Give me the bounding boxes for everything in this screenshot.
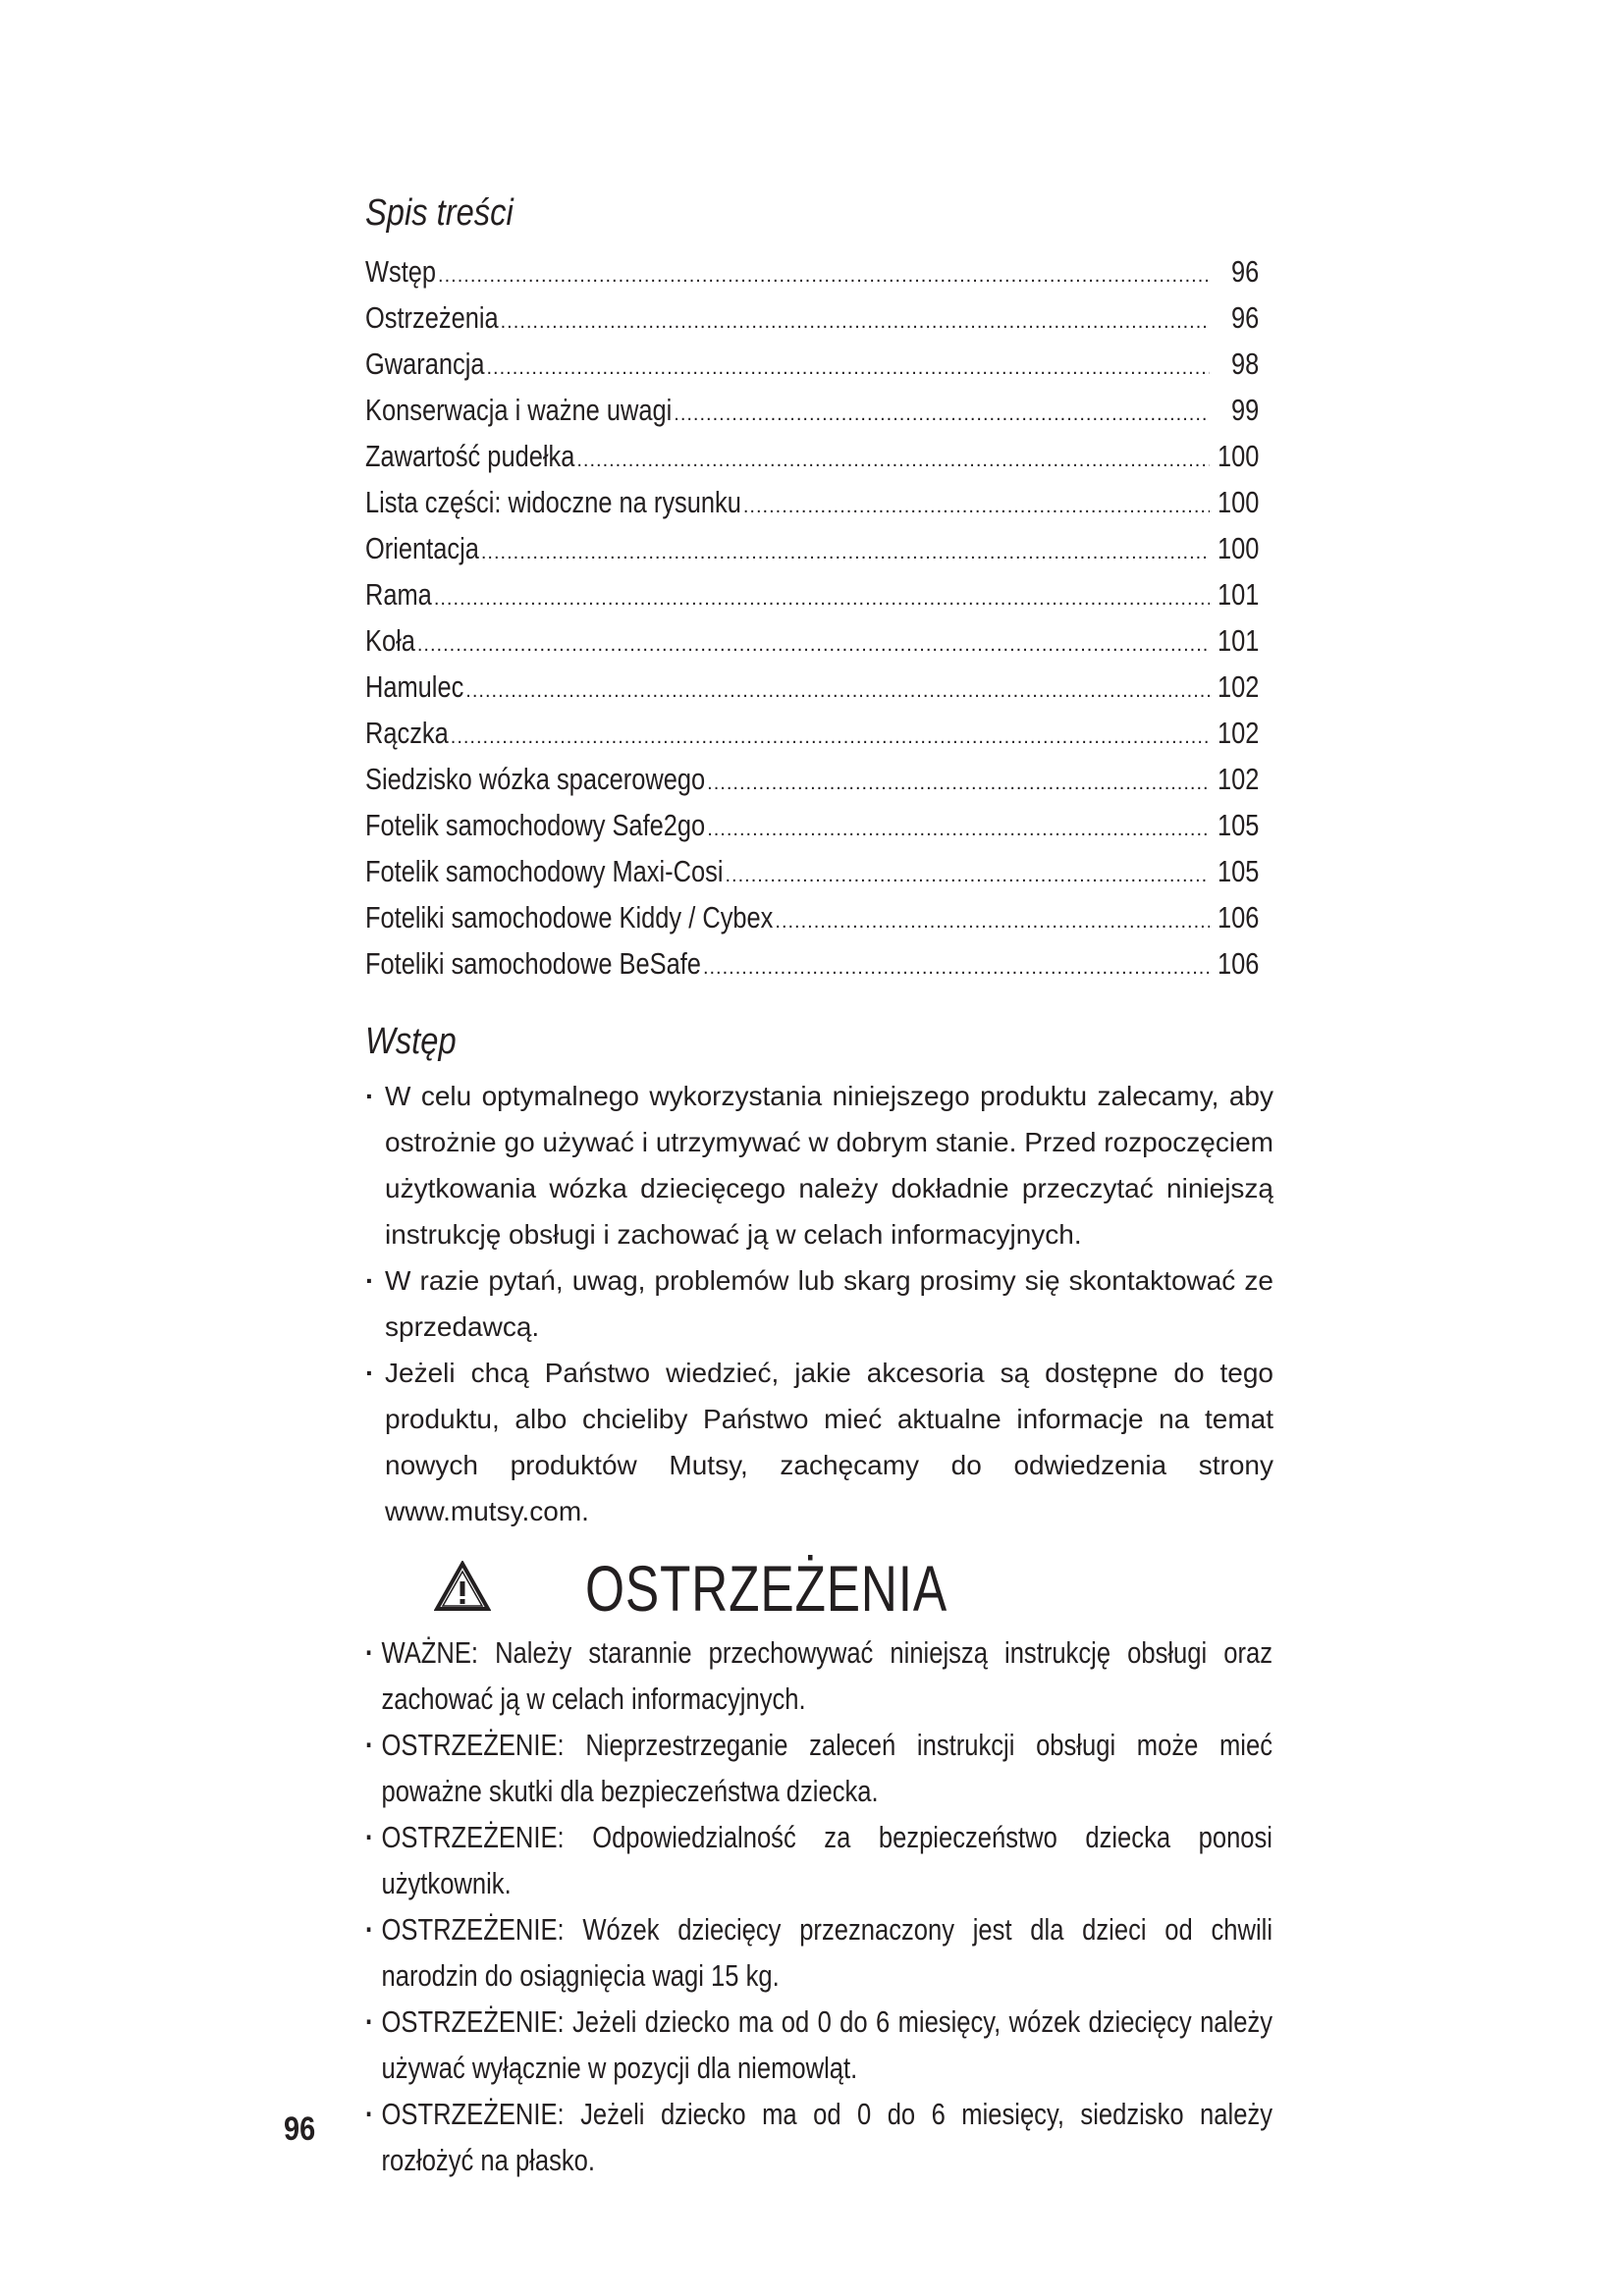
toc-entry-page: 100 bbox=[1218, 439, 1260, 473]
toc-title: Spis treści bbox=[365, 192, 514, 234]
toc-leader-dots bbox=[775, 899, 1210, 945]
intro-item: · Jeżeli chcą Państwo wiedzieć, jakie akcesoria są dostępne do tego produktu, albo chcieliby Państwo mieć aktualne informacje na temat nowych produktów Mutsy, zachęcamy do odwiedzenia strony www.mutsy.com. bbox=[365, 1350, 1273, 1534]
toc-entry-page: 101 bbox=[1218, 577, 1260, 612]
toc-entry-page: 101 bbox=[1218, 623, 1260, 658]
toc-entry-label: Hamulec bbox=[365, 669, 464, 704]
toc-leader-dots bbox=[417, 622, 1210, 668]
toc-entry[interactable] bbox=[365, 617, 1265, 664]
toc-entry-label: Fotelik samochodowy Maxi-Cosi bbox=[365, 854, 724, 888]
toc-entry-page: 102 bbox=[1218, 762, 1260, 796]
toc-entry[interactable] bbox=[365, 664, 1265, 710]
toc-entry-label: Lista części: widoczne na rysunku bbox=[365, 485, 741, 519]
toc-entry[interactable] bbox=[365, 894, 1265, 940]
toc-entry[interactable] bbox=[365, 848, 1265, 894]
toc-entry-page: 105 bbox=[1218, 808, 1260, 842]
toc-entry-page: 105 bbox=[1218, 854, 1260, 888]
toc-entry[interactable] bbox=[365, 940, 1265, 987]
toc-entry-label: Foteliki samochodowe BeSafe bbox=[365, 946, 701, 981]
toc-leader-dots bbox=[725, 853, 1210, 899]
toc-entry-label: Ostrzeżenia bbox=[365, 300, 499, 335]
toc-entry[interactable] bbox=[365, 710, 1265, 756]
toc-entry[interactable] bbox=[365, 525, 1265, 571]
toc-entry-label: Wstęp bbox=[365, 254, 437, 289]
toc-leader-dots bbox=[707, 807, 1210, 853]
toc-leader-dots bbox=[703, 945, 1210, 991]
table-of-contents bbox=[365, 248, 1265, 987]
page-number: 96 bbox=[284, 2110, 316, 2148]
toc-leader-dots bbox=[707, 761, 1210, 807]
toc-entry-page: 102 bbox=[1218, 669, 1260, 704]
warning-item: · OSTRZEŻENIE: Nieprzestrzeganie zaleceń instrukcji obsługi może mieć poważne skutki dla bezpieczeństwa dziecka. bbox=[365, 1722, 1272, 1814]
intro-title: Wstęp bbox=[365, 1021, 457, 1062]
warnings-title: OSTRZEŻENIA bbox=[585, 1552, 947, 1625]
toc-entry[interactable] bbox=[365, 802, 1265, 848]
warning-triangle-icon bbox=[434, 1561, 491, 1617]
toc-entry[interactable] bbox=[365, 479, 1265, 525]
warning-item: · WAŻNE: Należy starannie przechowywać niniejszą instrukcję obsługi oraz zachować ją w celach informacyjnych. bbox=[365, 1629, 1272, 1722]
warning-item: · OSTRZEŻENIE: Odpowiedzialność za bezpieczeństwo dziecka ponosi użytkownik. bbox=[365, 1814, 1272, 1906]
toc-leader-dots bbox=[438, 253, 1210, 299]
toc-leader-dots bbox=[451, 715, 1210, 761]
toc-entry-page: 96 bbox=[1230, 254, 1259, 289]
warning-item: · OSTRZEŻENIE: Jeżeli dziecko ma od 0 do 6 miesięcy, siedzisko należy rozłożyć na płasko. bbox=[365, 2091, 1272, 2183]
toc-entry-page: 100 bbox=[1218, 485, 1260, 519]
toc-entry[interactable] bbox=[365, 387, 1265, 433]
toc-entry-label: Gwarancja bbox=[365, 347, 485, 381]
toc-entry-page: 100 bbox=[1218, 531, 1260, 565]
toc-leader-dots bbox=[674, 392, 1210, 438]
intro-item: · W razie pytań, uwag, problemów lub skarg prosimy się skontaktować ze sprzedawcą. bbox=[365, 1257, 1273, 1350]
toc-entry-label: Foteliki samochodowe Kiddy / Cybex bbox=[365, 900, 774, 934]
toc-entry[interactable] bbox=[365, 756, 1265, 802]
toc-entry[interactable] bbox=[365, 248, 1265, 294]
toc-leader-dots bbox=[487, 346, 1211, 392]
toc-entry-page: 99 bbox=[1230, 393, 1259, 427]
intro-list bbox=[365, 1073, 1273, 1534]
toc-leader-dots bbox=[501, 299, 1210, 346]
warnings-header bbox=[434, 1549, 1050, 1628]
toc-leader-dots bbox=[481, 530, 1210, 576]
toc-entry-label: Koła bbox=[365, 623, 415, 658]
toc-leader-dots bbox=[465, 668, 1210, 715]
toc-entry-label: Orientacja bbox=[365, 531, 479, 565]
warning-item: · OSTRZEŻENIE: Jeżeli dziecko ma od 0 do 6 miesięcy, wózek dziecięcy należy używać wyłącznie w pozycji dla niemowląt. bbox=[365, 1999, 1272, 2091]
toc-entry-label: Rączka bbox=[365, 716, 449, 750]
toc-entry-label: Konserwacja i ważne uwagi bbox=[365, 393, 673, 427]
toc-entry-label: Zawartość pudełka bbox=[365, 439, 575, 473]
toc-leader-dots bbox=[576, 438, 1210, 484]
intro-item: · W celu optymalnego wykorzystania niniejszego produktu zalecamy, aby ostrożnie go używać i utrzymywać w dobrym stanie. Przed rozpoczęciem użytkowania wózka dziecięcego należy dokładnie przeczytać niniejszą instrukcję obsługi i zachować ją w celach informacyjnych. bbox=[365, 1073, 1273, 1257]
toc-entry-page: 106 bbox=[1218, 900, 1260, 934]
toc-entry[interactable] bbox=[365, 341, 1265, 387]
toc-entry[interactable] bbox=[365, 571, 1265, 617]
toc-entry-page: 102 bbox=[1218, 716, 1260, 750]
toc-entry-label: Rama bbox=[365, 577, 432, 612]
toc-entry-page: 98 bbox=[1230, 347, 1259, 381]
toc-entry[interactable] bbox=[365, 294, 1265, 341]
toc-entry[interactable] bbox=[365, 433, 1265, 479]
toc-leader-dots bbox=[743, 484, 1210, 530]
warning-item: · OSTRZEŻENIE: Wózek dziecięcy przeznaczony jest dla dzieci od chwili narodzin do osiągnięcia wagi 15 kg. bbox=[365, 1906, 1272, 1999]
toc-entry-page: 106 bbox=[1218, 946, 1260, 981]
toc-entry-page: 96 bbox=[1230, 300, 1259, 335]
toc-leader-dots bbox=[434, 576, 1210, 622]
toc-entry-label: Fotelik samochodowy Safe2go bbox=[365, 808, 706, 842]
toc-entry-label: Siedzisko wózka spacerowego bbox=[365, 762, 706, 796]
warnings-list bbox=[365, 1629, 1272, 2183]
